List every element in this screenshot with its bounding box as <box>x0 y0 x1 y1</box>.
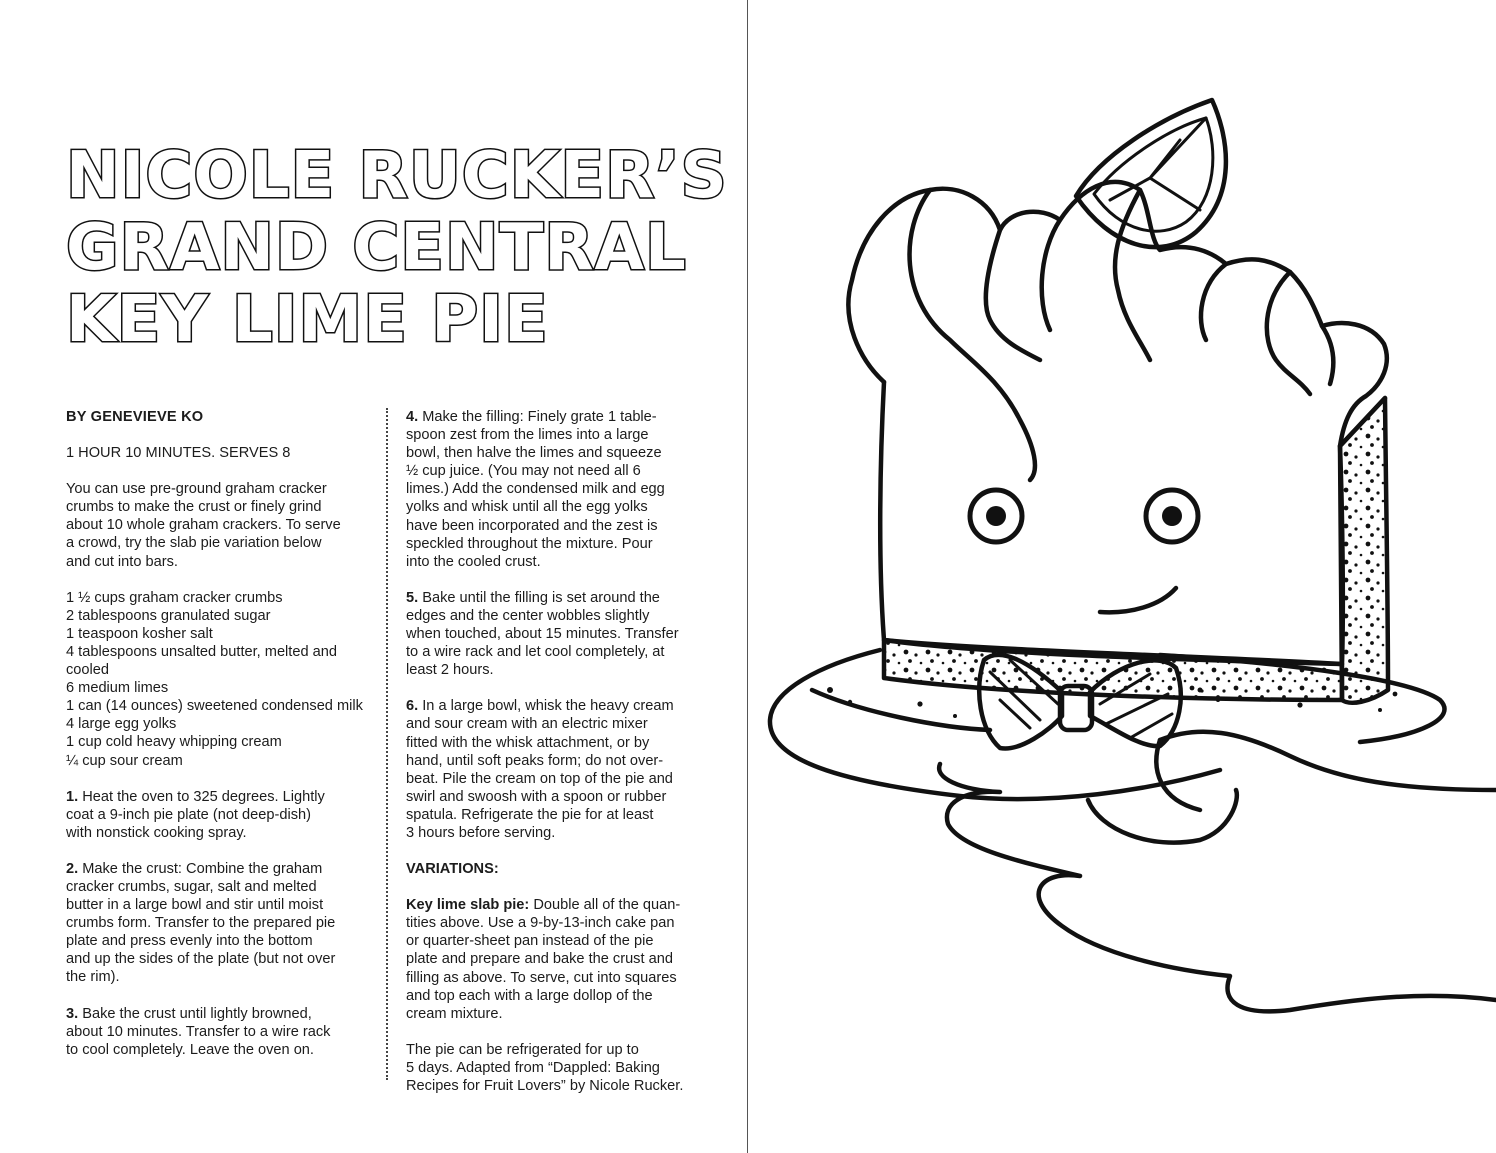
step-text: Bake until the filling is set around the edges and the center wobbles slightly when touched, about 15 minutes. Transfer to a wire rack and let cool completely, at least 2 hours. <box>406 589 679 679</box>
step-5 <box>406 589 718 679</box>
ingredient-item: 4 tablespoons unsalted butter, melted and cooled <box>66 643 337 679</box>
smile <box>1100 588 1176 612</box>
ingredient-list <box>66 589 371 770</box>
ingredient-item: 1 can (14 ounces) sweetened condensed milk <box>66 698 363 715</box>
pie-character-icon <box>760 90 1496 1150</box>
left-column <box>66 408 371 1077</box>
variation-text: Double all of the quan- tities above. Use a 9-by-13-inch cake pan or quarter-sheet pan instead of the pie plate and prepare and bake the crust and filling as above. To serve, cut into squares and top each with a large dollop of the cream mixture. <box>406 897 681 1022</box>
recipe-title <box>66 140 736 356</box>
step-number: 4. <box>406 409 419 425</box>
pie-body <box>880 382 1385 664</box>
page-gutter <box>747 0 748 1153</box>
step-text: Make the crust: Combine the graham cracker crumbs, sugar, salt and melted butter in a large bowl and stir until moist crumbs form. Transfer to the prepared pie plate and press evenly into the bottom and up the sides of the plate (but not over the rim). <box>66 860 336 986</box>
face <box>970 490 1198 612</box>
ingredient-item: 4 large egg yolks <box>66 716 177 733</box>
variation-slab <box>406 896 718 1023</box>
time-serves: 1 HOUR 10 MINUTES. SERVES 8 <box>66 445 291 462</box>
ingredient-item: 1 cup cold heavy whipping cream <box>66 734 282 751</box>
step-3 <box>66 1005 371 1059</box>
variations-heading: VARIATIONS: <box>406 861 499 878</box>
step-number: 1. <box>66 788 79 805</box>
intro-text: You can use pre-ground graham cracker crumbs to make the crust or finely grind about 10 whole graham crackers. To serve a crowd, try the slab pie variation below and cut into bars. <box>66 481 341 570</box>
step-number: 5. <box>406 589 419 606</box>
plate-base <box>1088 790 1237 843</box>
step-text: Make the filling: Finely grate 1 table- spoon zest from the limes into a large bowl, then halve the limes and squeeze ½ cup juice. (You may not need all 6 limes.) Add the condensed milk and egg yolks and whisk until all the egg yolks have been incorporated and the zest is speckled throughout the mixture. Pour into the cooled crust. <box>406 409 665 570</box>
step-1 <box>66 788 371 842</box>
pie-crust-bottom <box>884 640 1342 700</box>
right-column <box>406 408 718 1113</box>
title-line-2: GRAND CENTRAL <box>66 211 687 285</box>
storage-note: The pie can be refrigerated for up to 5 days. Adapted from “Dappled: Baking Recipes for Fruit Lovers” by Nicole Rucker. <box>406 1041 684 1094</box>
ingredient-item: 1 teaspoon kosher salt <box>66 625 213 642</box>
column-divider <box>386 408 388 1080</box>
ingredient-item: 2 tablespoons granulated sugar <box>66 607 271 624</box>
step-number: 2. <box>66 860 79 877</box>
variation-label: Key lime slab pie: <box>406 897 530 914</box>
ingredient-item: 6 medium limes <box>66 680 169 697</box>
pie-crust-side <box>1340 398 1388 703</box>
step-4 <box>406 408 718 571</box>
step-2 <box>66 860 371 987</box>
step-text: Bake the crust until lightly browned, about 10 minutes. Transfer to a wire rack to cool completely. Leave the oven on. <box>66 1005 331 1058</box>
step-6 <box>406 697 718 842</box>
step-text: Heat the oven to 325 degrees. Lightly coat a 9-inch pie plate (not deep-dish) with nonstick cooking spray. <box>66 788 325 841</box>
ingredient-item: 1 ½ cups graham cracker crumbs <box>66 589 283 606</box>
hand-icon <box>1160 732 1496 790</box>
byline: BY GENEVIEVE KO <box>66 409 204 425</box>
step-text: In a large bowl, whisk the heavy cream and sour cream with an electric mixer fitted with the whisk attachment, or by hand, until soft peaks form; do not over- beat. Pile the cream on top of the pie and swirl and swoosh with a spoon or rubber spatula. Refrigerate the pie for at least 3 hours before serving. <box>406 698 674 841</box>
title-line-3: KEY LIME PIE <box>66 283 549 357</box>
step-number: 6. <box>406 698 419 715</box>
title-line-1: NICOLE RUCKER’S <box>66 139 728 213</box>
ingredient-item: ¼ cup sour cream <box>66 752 183 769</box>
step-number: 3. <box>66 1005 79 1022</box>
